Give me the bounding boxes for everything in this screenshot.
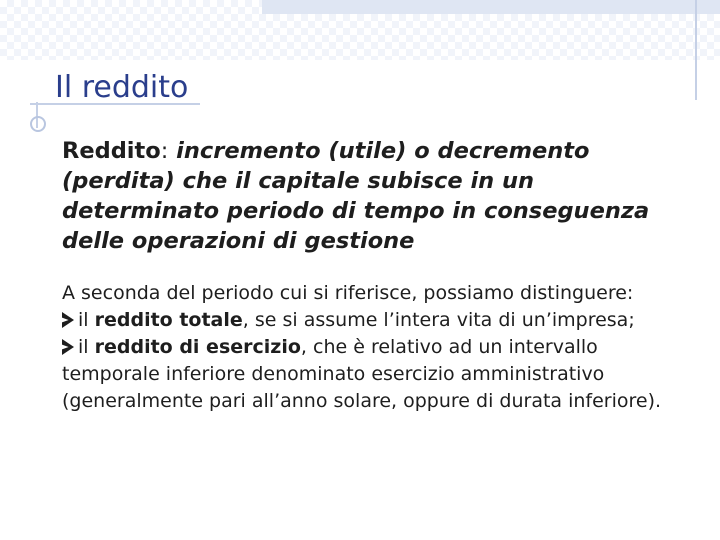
bullet-text: , se si assume l’intera vita di un’impresa; — [242, 309, 635, 331]
bullet-text: , che è relativo ad un intervallo temporale inferiore denominato esercizio amministrativo (generalmente pari all’anno solare, oppure di durata inferiore). — [62, 336, 662, 412]
bullet-prefix: il — [78, 309, 95, 331]
definition-block — [62, 136, 682, 256]
content-paragraph — [62, 280, 682, 415]
bullet-item — [62, 336, 661, 412]
definition-term: Reddito — [62, 138, 161, 164]
arrow-bullet-icon — [62, 339, 74, 355]
definition-text: incremento (utile) o decremento (perdita) che il capitale subisce in un determinato periodo di tempo in conseguenza delle operazioni di gestione — [62, 138, 650, 254]
decorative-band — [262, 0, 720, 14]
bullet-prefix: il — [78, 336, 95, 358]
definition-colon: : — [160, 138, 169, 164]
decorative-vertical-line — [695, 0, 697, 100]
arrow-bullet-icon — [62, 312, 74, 328]
slide-title: Il reddito — [55, 70, 189, 105]
intro-text: A seconda del periodo cui si riferisce, possiamo distinguere: — [62, 282, 634, 304]
bullet-item — [62, 309, 635, 331]
bullet-term: reddito di esercizio — [94, 336, 301, 358]
bullet-term: reddito totale — [94, 309, 243, 331]
decorative-ring-icon — [30, 116, 46, 132]
